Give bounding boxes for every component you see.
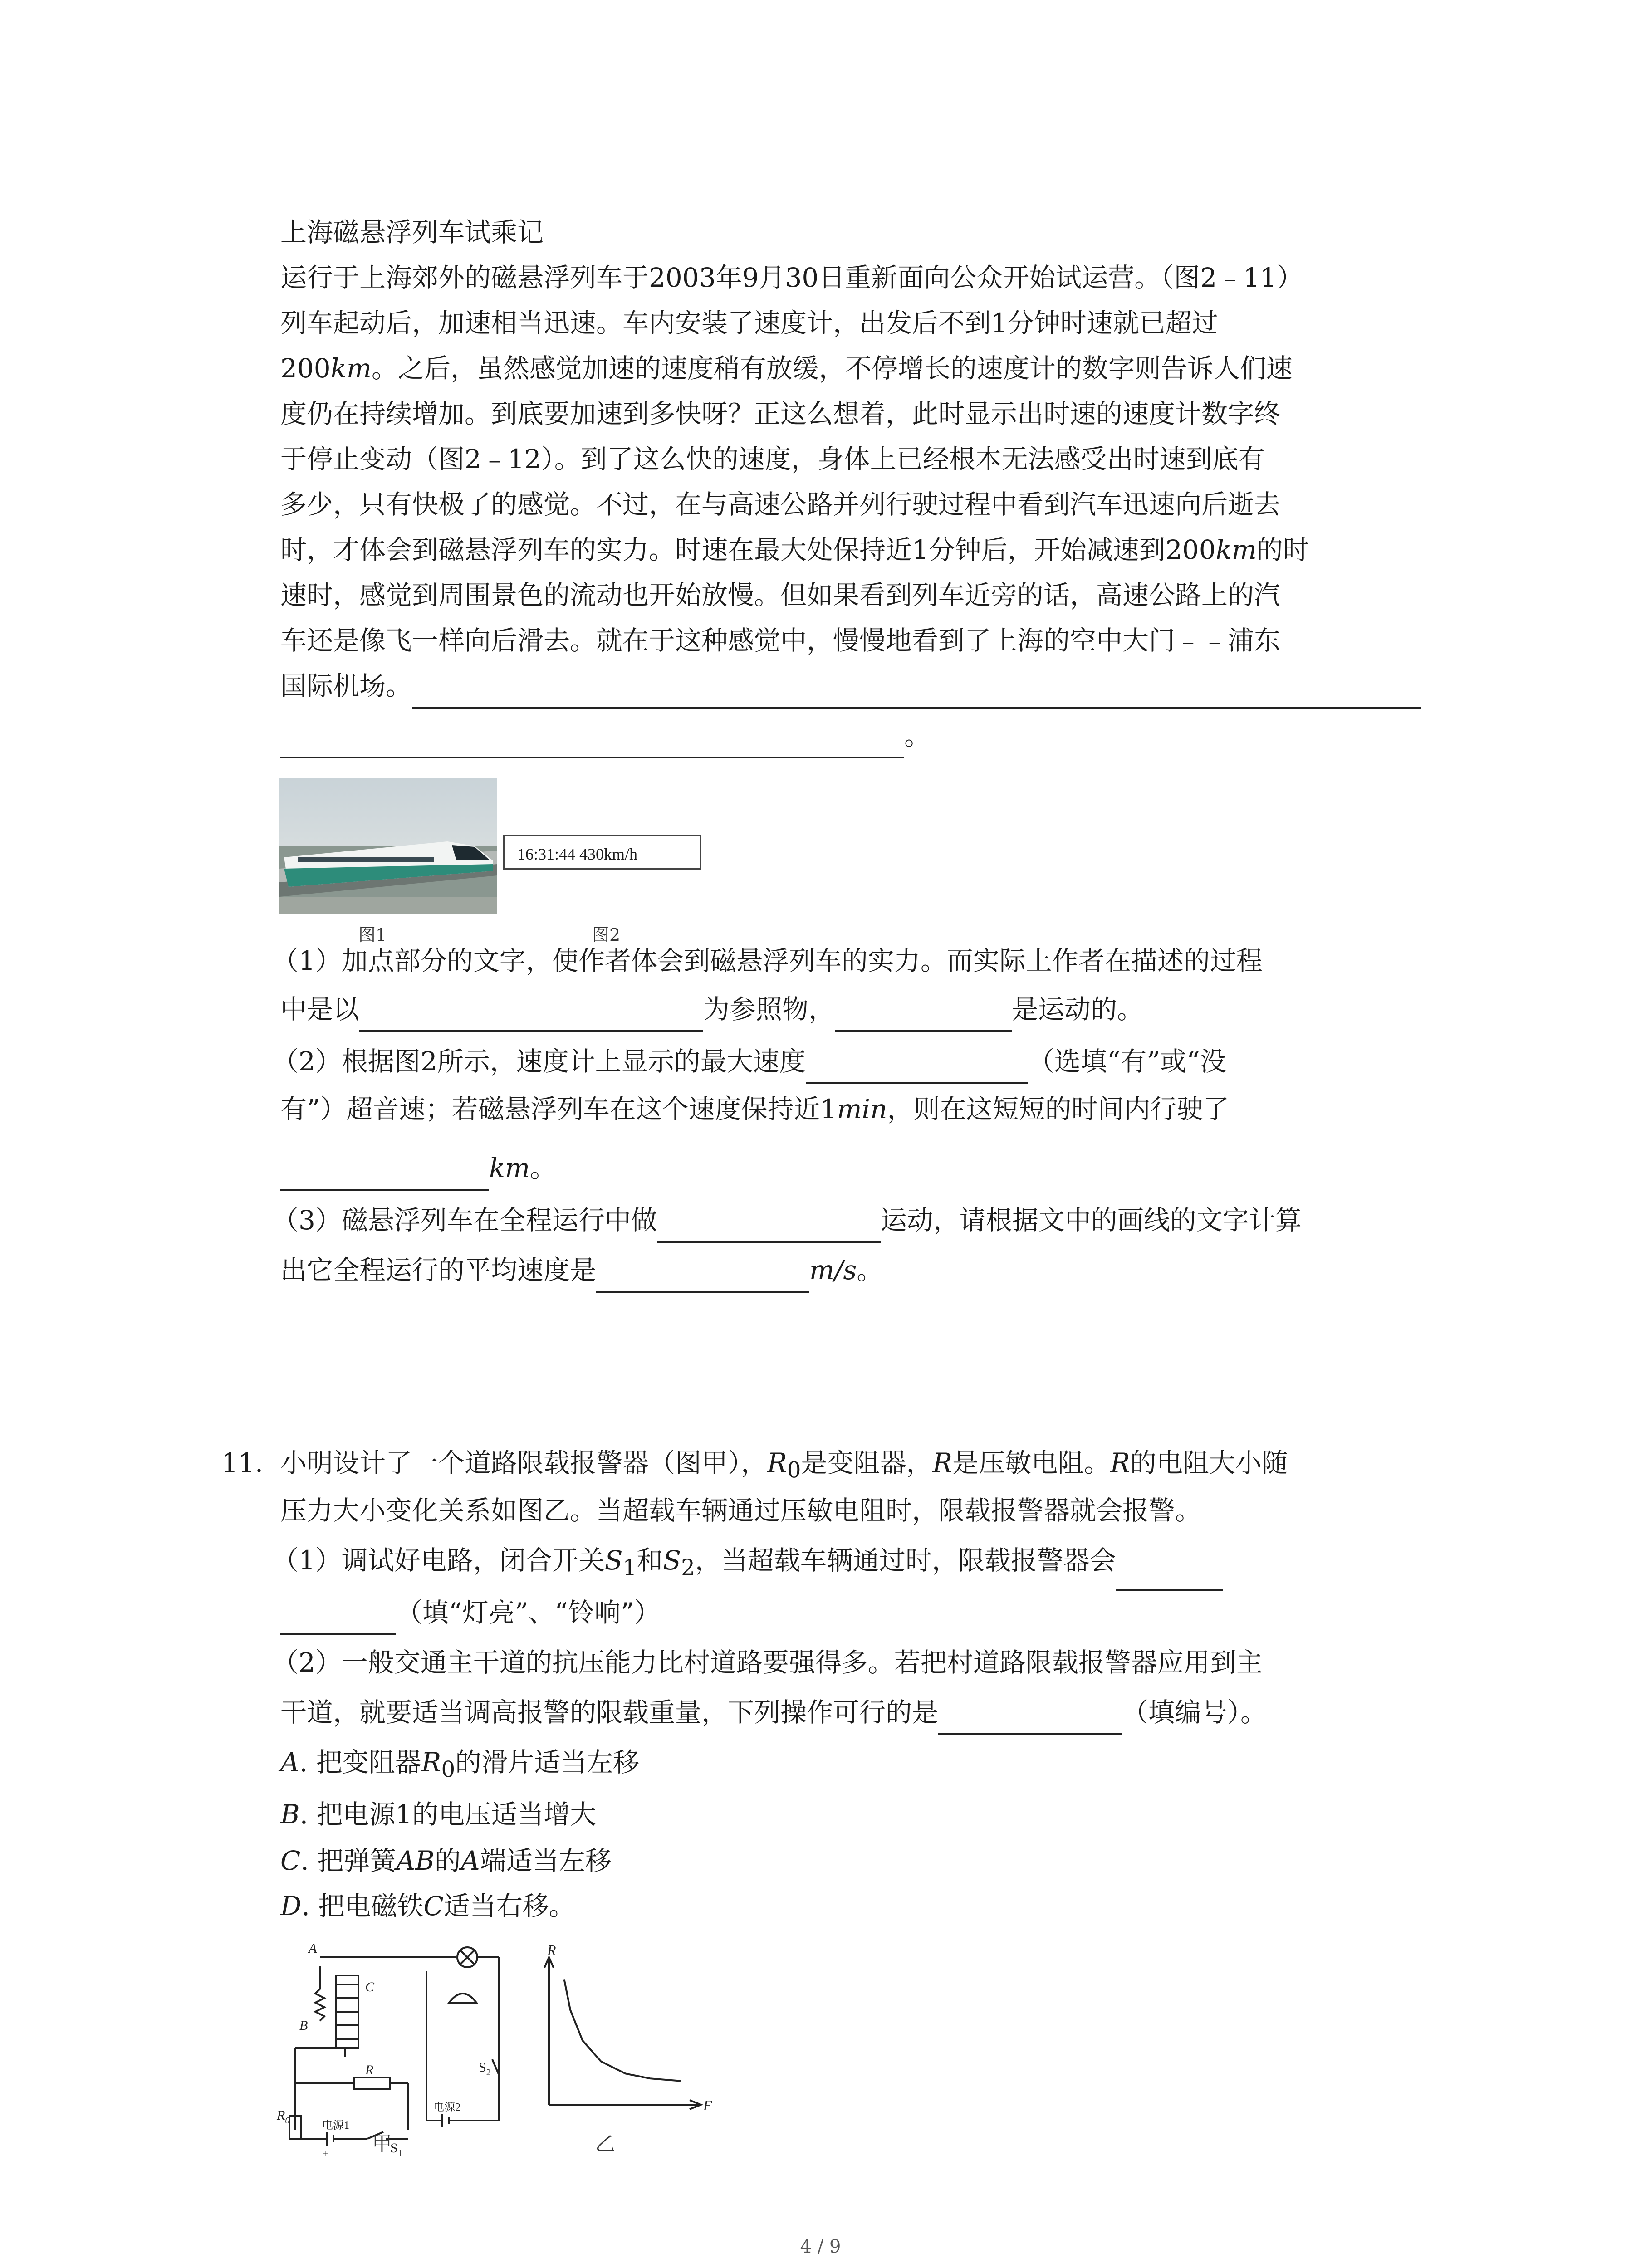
label-s1: $S_1$ xyxy=(390,2141,402,2158)
question-text: （1）加点部分的文字，使作者体会到磁悬浮列车的实力。而实际上作者在描述的过程 xyxy=(272,945,1263,976)
question-text: （1）调试好电路，闭合开关$S_1$和$S_2$，当超载车辆通过时，限载报警器会 xyxy=(272,1538,1223,1591)
answer-blank[interactable] xyxy=(280,1604,396,1635)
question-text: 小明设计了一个道路限载报警器（图甲），$R_0$是变阻器，R是压敏电阻。R的电阻大小随 xyxy=(280,1447,1288,1483)
label-r: R xyxy=(365,2063,374,2077)
passage-line: 列车起动后，加速相当迅速。车内安装了速度计，出发后不到1分钟时速就已超过 xyxy=(280,308,1218,338)
page-number: 4 / 9 xyxy=(800,2236,841,2257)
option-a: A. 把变阻器$R_0$的滑片适当左移 xyxy=(280,1747,640,1783)
answer-blank[interactable] xyxy=(596,1262,809,1293)
question-text: 出它全程运行的平均速度是 m/s。 xyxy=(280,1247,883,1293)
passage-line: 速时，感觉到周围景色的流动也开始放慢。但如果看到列车近旁的话，高速公路上的汽 xyxy=(280,580,1281,611)
maglev-train-icon xyxy=(279,778,497,914)
question-text: km。 xyxy=(280,1145,556,1191)
question-text: 干道，就要适当调高报警的限载重量，下列操作可行的是 （填编号）。 xyxy=(280,1690,1267,1735)
figure-caption: 图1 xyxy=(358,925,387,945)
label-a: A xyxy=(309,1941,317,1956)
question-text: 有”）超音速；若磁悬浮列车在这个速度保持近1min，则在这短短的时间内行驶了 xyxy=(280,1094,1230,1124)
answer-blank[interactable] xyxy=(1116,1560,1223,1591)
passage-line: 车还是像飞一样向后滑去。就在于这种感觉中，慢慢地看到了上海的空中大门﹣﹣浦东 xyxy=(280,625,1281,656)
diagram-caption: 甲 xyxy=(372,2132,392,2156)
bell-icon xyxy=(449,1994,476,2003)
speedometer-display: 16:31:44 430km/h xyxy=(503,835,701,870)
passage-line: 国际机场。 xyxy=(280,663,1421,709)
question-text: 压力大小变化关系如图乙。当超载车辆通过压敏电阻时，限载报警器就会报警。 xyxy=(280,1495,1202,1526)
figure-caption: 图2 xyxy=(592,925,621,945)
passage-line: 200km。之后，虽然感觉加速的速度稍有放缓，不停增长的速度计的数字则告诉人们速 xyxy=(280,353,1293,384)
x-axis-label: F xyxy=(703,2097,712,2113)
passage-line: 。 xyxy=(280,713,931,758)
label-plus: + xyxy=(322,2148,328,2160)
label-power-1: 电源1 xyxy=(322,2120,349,2131)
question-text: 中是以 为参照物， 是运动的。 xyxy=(280,987,1143,1032)
question-text: （3）磁悬浮列车在全程运行中做 运动，请根据文中的画线的文字计算 xyxy=(272,1198,1302,1243)
spring-ab xyxy=(315,1966,324,2021)
r-f-curve xyxy=(564,1980,681,2081)
pressure-resistor-r xyxy=(354,2077,390,2089)
passage-line: 运行于上海郊外的磁悬浮列车于2003年9月30日重新面向公众开始试运营。（图2﹣11） xyxy=(280,262,1303,293)
answer-blank[interactable] xyxy=(657,1212,881,1243)
passage-line: 多少，只有快极了的感觉。不过，在与高速公路并列行驶过程中看到汽车迅速向后逝去 xyxy=(280,489,1281,520)
label-b: B xyxy=(299,2018,308,2033)
passage-line: 时，才体会到磁悬浮列车的实力。时速在最大处保持近1分钟后，开始减速到200km的时 xyxy=(280,534,1309,565)
label-c: C xyxy=(365,1980,375,1994)
label-minus: － xyxy=(338,2148,349,2160)
answer-blank[interactable] xyxy=(938,1704,1122,1735)
r-f-graph xyxy=(531,1942,712,2118)
graph-caption: 乙 xyxy=(595,2132,615,2156)
answer-blank[interactable] xyxy=(806,1053,1028,1084)
passage-line: 度仍在持续增加。到底要加速到多快呀？正这么想着，此时显示出时速的速度计数字终 xyxy=(280,398,1281,429)
label-s2: $S_2$ xyxy=(479,2060,491,2077)
option-b: B. 把电源1的电压适当增大 xyxy=(280,1799,597,1830)
label-power-2: 电源2 xyxy=(433,2102,460,2113)
switch-s2 xyxy=(492,2059,499,2075)
answer-blank[interactable] xyxy=(280,1160,489,1191)
question-text: （2）一般交通主干道的抗压能力比村道路要强得多。若把村道路限载报警器应用到主 xyxy=(272,1647,1263,1678)
label-r0: $R_0$ xyxy=(277,2108,290,2126)
option-c: C. 把弹簧AB的A端适当左移 xyxy=(280,1845,612,1876)
option-d: D. 把电磁铁C适当右移。 xyxy=(280,1891,575,1921)
maglev-train-photo xyxy=(279,778,497,914)
answer-blank[interactable] xyxy=(280,728,904,758)
circuit-diagram xyxy=(277,1939,522,2160)
answer-blank[interactable] xyxy=(412,678,1421,709)
question-text: （2）根据图2所示，速度计上显示的最大速度 （选填“有”或“没 xyxy=(272,1039,1226,1084)
y-axis-label: R xyxy=(547,1942,556,1958)
passage-line: 于停止变动（图2﹣12）。到了这么快的速度，身体上已经根本无法感受出时速到底有 xyxy=(280,444,1265,474)
question-text: （填“灯亮”、“铃响”） xyxy=(280,1590,661,1635)
passage-title: 上海磁悬浮列车试乘记 xyxy=(280,217,544,248)
answer-blank[interactable] xyxy=(359,1001,703,1032)
answer-blank[interactable] xyxy=(835,1001,1012,1032)
question-number: 11. xyxy=(221,1447,264,1478)
